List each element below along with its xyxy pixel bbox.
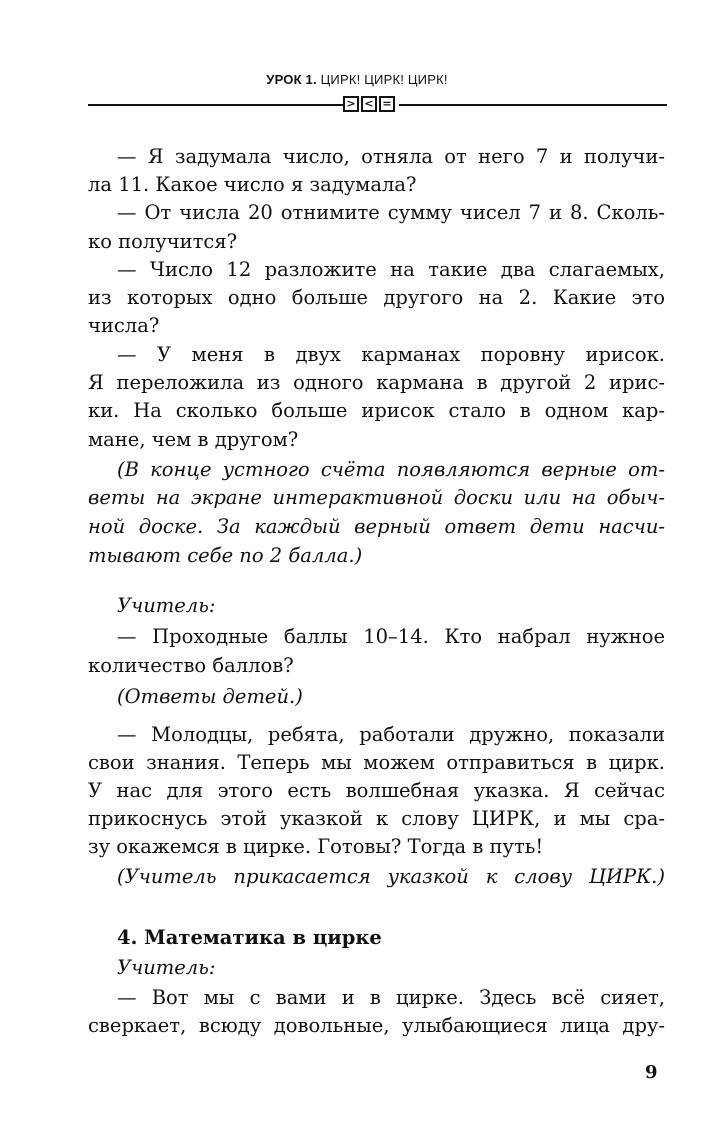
text-line: ной доске. За каждый верный ответ дети насчи- — [88, 515, 665, 538]
text-line: зу окажемся в цирке. Готовы? Тогда в путь! — [88, 835, 544, 858]
text-line: количество баллов? — [88, 654, 294, 677]
text-line: — Молодцы, ребята, работали дружно, показали — [117, 723, 665, 746]
text-line: ла 11. Какое число я задумала? — [88, 173, 417, 196]
text-line: из которых одно больше другого на 2. Какие это — [88, 286, 665, 309]
page-number: 9 — [645, 1062, 658, 1083]
header-icons — [343, 96, 395, 112]
less-than-icon: < — [361, 96, 377, 112]
text-line: (Учитель прикасается указкой к слову ЦИРК.) — [117, 865, 665, 888]
text-line: мане, чем в другом? — [88, 428, 299, 451]
text-line: — Вот мы с вами и в цирке. Здесь всё сияет, — [117, 986, 665, 1009]
text-line: веты на экране интерактивной доски или на обыч- — [88, 486, 665, 509]
running-header — [0, 72, 714, 87]
text-line: Учитель: — [117, 594, 216, 617]
section-heading: 4. Математика в цирке — [117, 926, 382, 949]
text-line: свои знания. Теперь мы можем отправиться в цирк. — [88, 751, 665, 774]
text-line: (Ответы детей.) — [117, 685, 303, 708]
lesson-title: ЦИРК! ЦИРК! ЦИРК! — [320, 72, 448, 87]
text-line: ки. На сколько больше ирисок стало в одном кар- — [88, 399, 665, 422]
text-line: — У меня в двух карманах поровну ирисок. — [117, 343, 665, 366]
equals-icon: = — [379, 96, 395, 112]
lesson-number: УРОК 1. — [266, 72, 317, 87]
text-line: Учитель: — [117, 956, 216, 979]
text-line: — Проходные баллы 10–14. Кто набрал нужное — [117, 625, 665, 648]
text-line: — Я задумала число, отняла от него 7 и получи- — [117, 145, 665, 168]
text-line: тывают себе по 2 балла.) — [88, 544, 363, 567]
text-line: У нас для этого есть волшебная указка. Я сейчас — [88, 779, 665, 802]
greater-than-icon: > — [343, 96, 359, 112]
text-line: — От числа 20 отнимите сумму чисел 7 и 8. Сколь- — [117, 201, 665, 224]
text-line: прикоснусь этой указкой к слову ЦИРК, и мы сра- — [88, 807, 665, 830]
text-line: — Число 12 разложите на такие два слагаемых, — [117, 258, 665, 281]
text-line: ко получится? — [88, 230, 238, 253]
text-line: сверкает, всюду довольные, улыбающиеся лица дру- — [88, 1014, 665, 1037]
header-rule-left — [88, 104, 343, 106]
text-line: Я переложила из одного кармана в другой 2 ирис- — [88, 371, 665, 394]
header-rule-right — [399, 104, 667, 106]
text-line: (В конце устного счёта появляются верные от- — [117, 458, 665, 481]
text-line: числа? — [88, 314, 160, 337]
